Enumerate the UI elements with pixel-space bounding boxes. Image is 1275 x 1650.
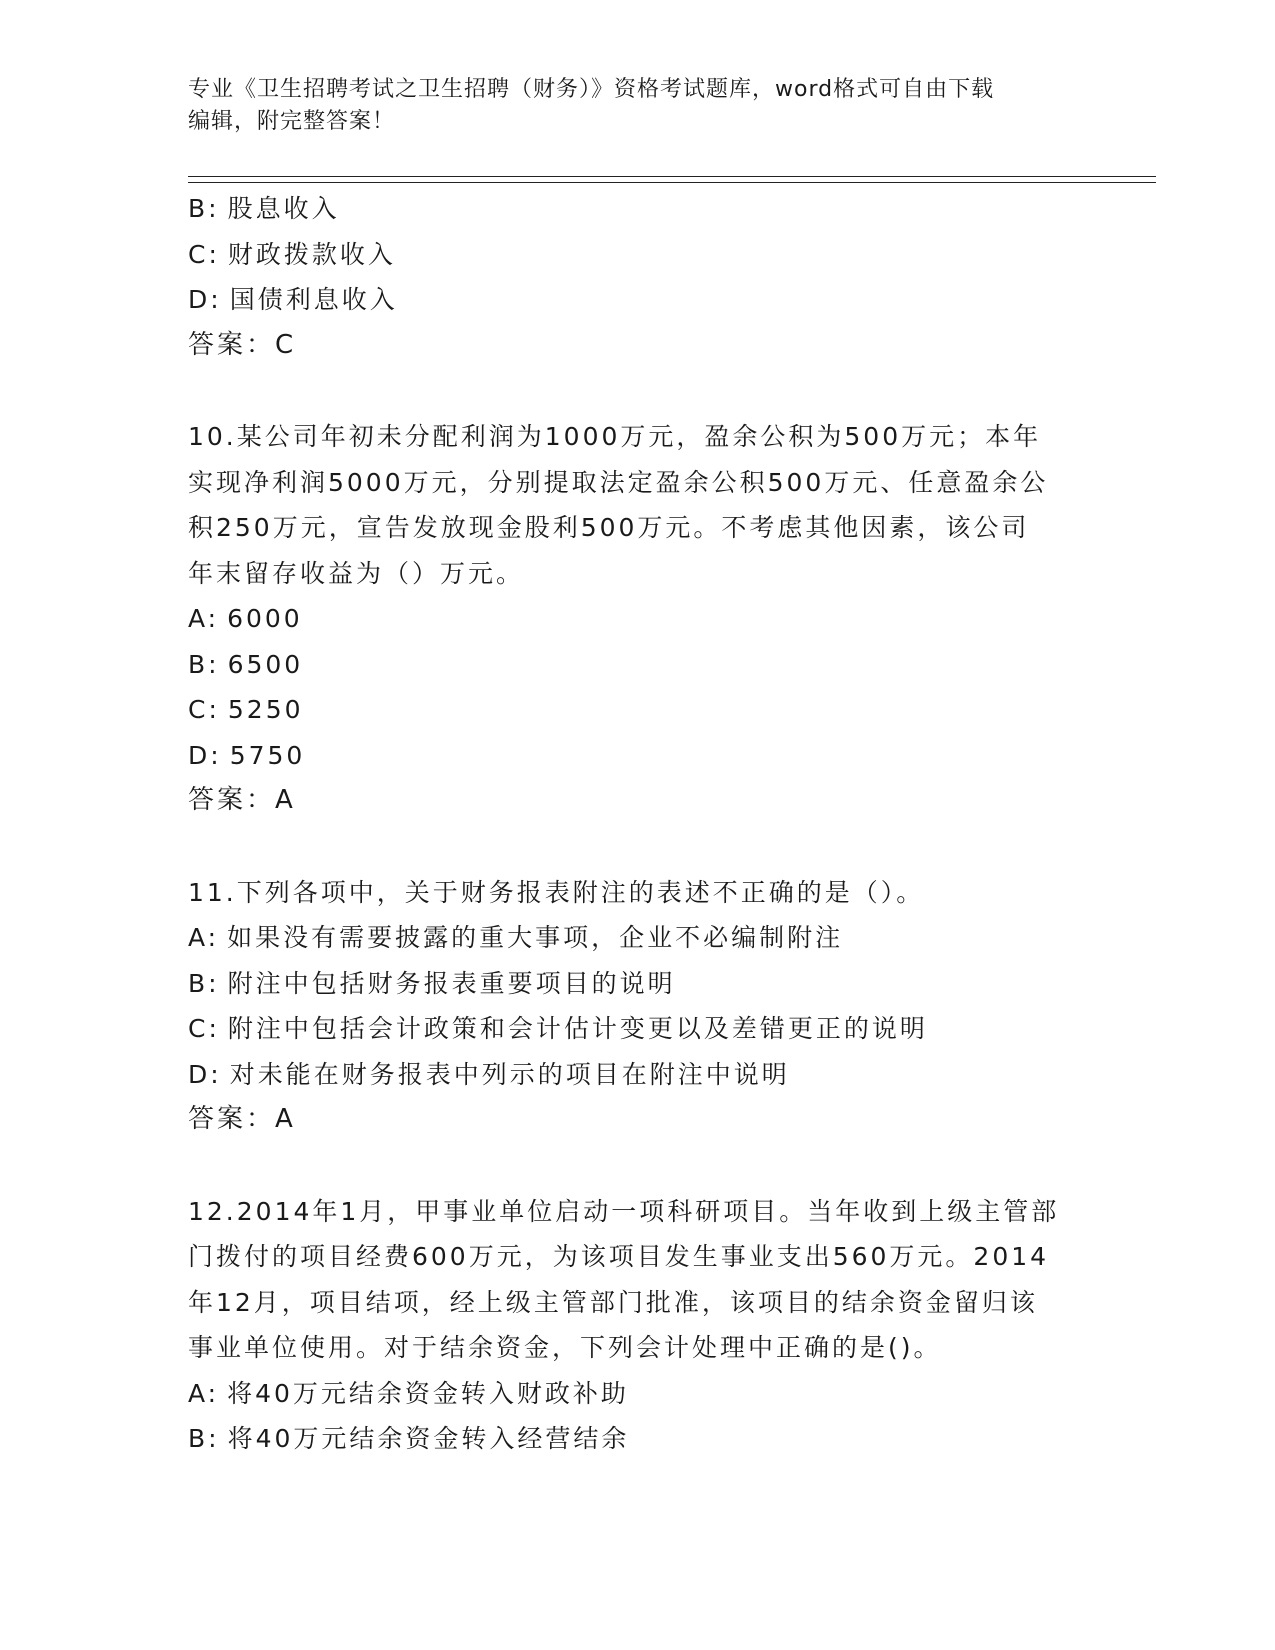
question-stem-line: 积250万元，宣告发放现金股利500万元。不考虑其他因素，该公司	[188, 513, 1030, 542]
option-text: 附注中包括会计政策和会计估计变更以及差错更正的说明	[227, 1014, 928, 1043]
option-letter: B:	[188, 1424, 220, 1453]
option-text: 如果没有需要披露的重大事项，企业不必编制附注	[227, 923, 844, 952]
option-a	[188, 915, 1088, 961]
question-9	[188, 186, 1088, 368]
option-text: 国债利息收入	[229, 285, 398, 314]
option-text: 将40万元结余资金转入经营结余	[227, 1424, 630, 1453]
question-stem-line: 10.某公司年初未分配利润为1000万元，盈余公积为500万元；本年	[188, 422, 1042, 451]
option-text: 将40万元结余资金转入财政补助	[227, 1378, 629, 1408]
option-text: 6000	[227, 604, 303, 633]
option-b	[188, 1416, 1088, 1462]
question-stem-line: 11.下列各项中，关于财务报表附注的表述不正确的是（）。	[188, 877, 925, 907]
option-b	[188, 186, 1088, 232]
option-letter: D:	[188, 1059, 222, 1089]
option-c	[188, 232, 1088, 278]
option-c	[188, 687, 1088, 733]
answer-line: 答案：A	[188, 785, 296, 815]
document-header	[188, 74, 1088, 138]
option-text: 股息收入	[227, 194, 340, 223]
option-d	[188, 1052, 1088, 1098]
header-line-1: 专业《卫生招聘考试之卫生招聘（财务）》资格考试题库，word格式可自由下载	[188, 77, 995, 102]
question-stem-line: 门拨付的项目经费600万元，为该项目发生事业支出560万元。2014	[188, 1242, 1050, 1271]
option-d	[188, 277, 1088, 323]
question-11	[188, 870, 1088, 1143]
question-stem-line: 事业单位使用。对于结余资金，下列会计处理中正确的是()。	[188, 1333, 942, 1362]
option-b	[188, 961, 1088, 1007]
option-c	[188, 1006, 1088, 1052]
option-a	[188, 596, 1088, 642]
question-stem-line: 12.2014年1月，甲事业单位启动一项科研项目。当年收到上级主管部	[188, 1196, 1060, 1226]
option-a	[188, 1371, 1088, 1417]
header-line-2: 编辑，附完整答案！	[188, 109, 396, 134]
option-letter: A:	[188, 1378, 220, 1408]
option-text: 5750	[229, 740, 306, 770]
option-letter: B:	[188, 968, 220, 998]
option-letter: A:	[188, 604, 220, 633]
option-b	[188, 642, 1088, 688]
option-d	[188, 733, 1088, 779]
option-letter: B:	[188, 194, 220, 223]
option-letter: A:	[188, 923, 220, 952]
option-text: 6500	[227, 649, 304, 679]
question-stem-line: 年12月，项目结项，经上级主管部门批准，该项目的结余资金留归该	[188, 1287, 1038, 1317]
question-12	[188, 1189, 1088, 1462]
header-divider-top	[188, 176, 1156, 177]
question-stem-line: 实现净利润5000万元，分别提取法定盈余公积500万元、任意盈余公	[188, 467, 1049, 497]
option-letter: D:	[188, 285, 222, 314]
option-letter: C:	[188, 1014, 220, 1043]
question-stem-line: 年末留存收益为（）万元。	[188, 558, 525, 588]
header-divider-bottom	[188, 182, 1156, 183]
question-list	[188, 186, 1088, 1462]
option-text: 财政拨款收入	[227, 239, 396, 269]
option-text: 对未能在财务报表中列示的项目在附注中说明	[229, 1059, 790, 1089]
option-text: 附注中包括财务报表重要项目的说明	[227, 968, 676, 998]
question-10	[188, 414, 1088, 824]
option-letter: C:	[188, 695, 220, 724]
option-letter: B:	[188, 649, 220, 679]
option-letter: C:	[188, 239, 220, 269]
answer-line: 答案：C	[188, 329, 297, 360]
answer-line: 答案：A	[188, 1104, 296, 1134]
option-letter: D:	[188, 740, 222, 770]
option-text: 5250	[227, 695, 304, 724]
